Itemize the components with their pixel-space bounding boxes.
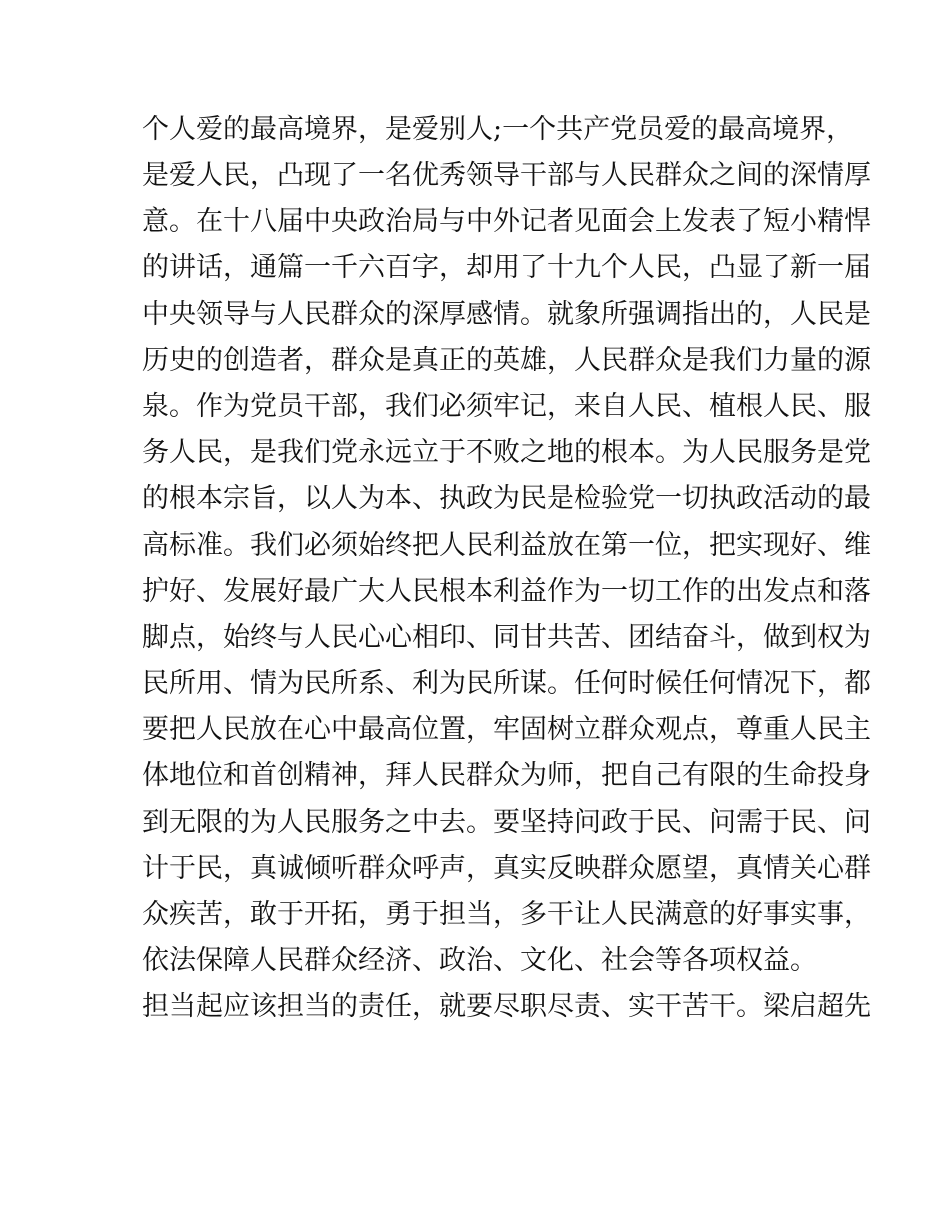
text-line: 意。在十八届中央政治局与中外记者见面会上发表了短小精悍: [142, 206, 871, 238]
text-line: 高标准。我们必须始终把人民利益放在第一位，把实现好、维: [142, 529, 871, 561]
paragraph-2: [142, 984, 871, 1030]
text-line: 到无限的为人民服务之中去。要坚持问政于民、问需于民、问: [142, 806, 871, 838]
text-line: 民所用、情为民所系、利为民所谋。任何时候任何情况下，都: [142, 668, 871, 700]
text-line: 的根本宗旨，以人为本、执政为民是检验党一切执政活动的最: [142, 483, 871, 515]
text-line: 担当起应该担当的责任，就要尽职尽责、实干苦干。梁启超先: [142, 991, 871, 1023]
text-line: 是爱人民，凸现了一名优秀领导干部与人民群众之间的深情厚: [142, 160, 871, 191]
text-line: 务人民，是我们党永远立于不败之地的根本。为人民服务是党: [142, 437, 871, 469]
text-line: 的讲话，通篇一千六百字，却用了十九个人民，凸显了新一届: [142, 252, 871, 284]
body-text: [142, 106, 871, 1031]
text-line: 依法保障人民群众经济、政治、文化、社会等各项权益。: [142, 945, 817, 977]
text-line: 脚点，始终与人民心心相印、同甘共苦、团结奋斗，做到权为: [142, 621, 871, 653]
paragraph-1: [142, 106, 871, 984]
text-line: 个人爱的最高境界，是爱别人;一个共产党员爱的最高境界，: [142, 114, 854, 145]
text-line: 要把人民放在心中最高位置，牢固树立群众观点，尊重人民主: [142, 714, 871, 746]
text-line: 中央领导与人民群众的深厚感情。就象所强调指出的，人民是: [142, 298, 871, 330]
text-line: 历史的创造者，群众是真正的英雄，人民群众是我们力量的源: [142, 344, 871, 376]
text-line: 泉。作为党员干部，我们必须牢记，来自人民、植根人民、服: [142, 390, 871, 422]
text-line: 体地位和首创精神，拜人民群众为师，把自己有限的生命投身: [142, 760, 871, 792]
text-line: 护好、发展好最广大人民根本利益作为一切工作的出发点和落: [142, 575, 871, 607]
text-line: 计于民，真诚倾听群众呼声，真实反映群众愿望，真情关心群: [142, 852, 871, 884]
text-line: 众疾苦，敢于开拓，勇于担当，多干让人民满意的好事实事，: [142, 899, 871, 930]
